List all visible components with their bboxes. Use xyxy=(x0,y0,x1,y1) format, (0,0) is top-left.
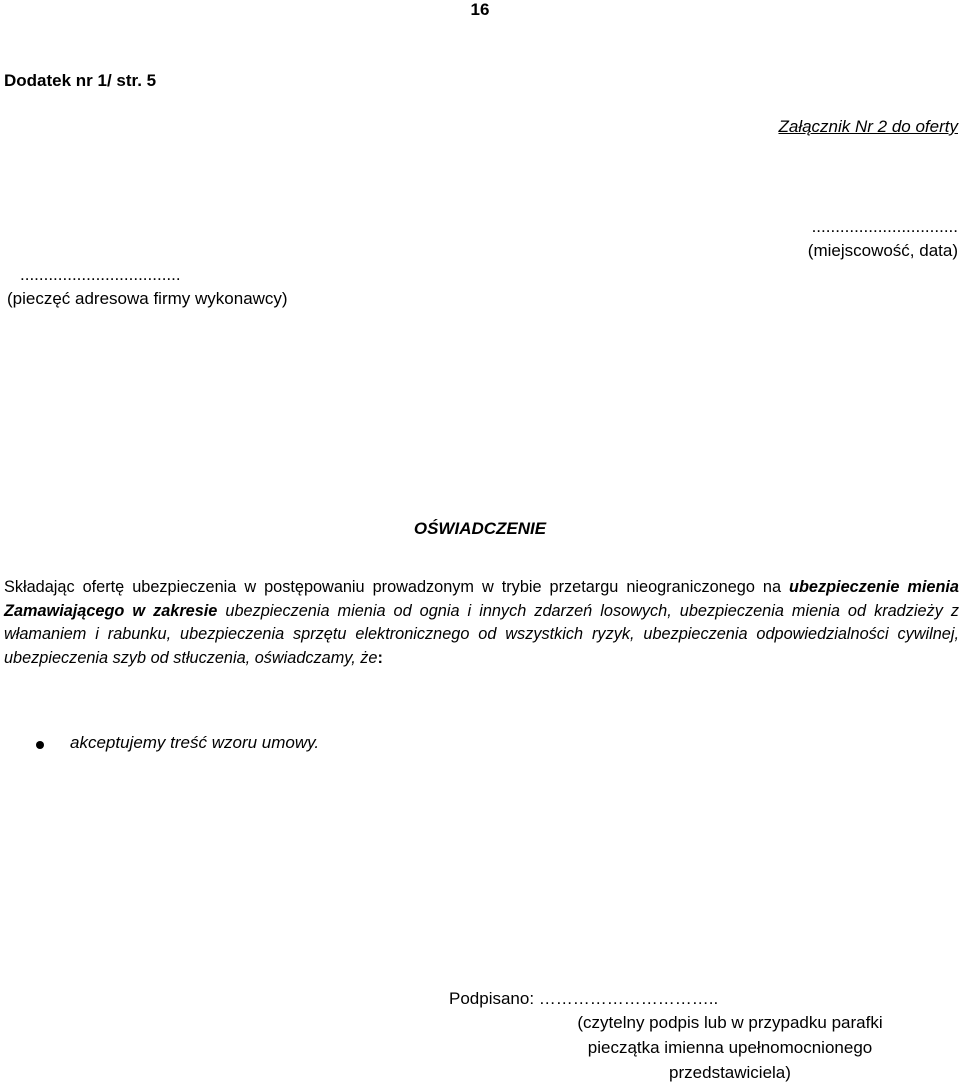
statement-scope: ubezpieczenia mienia od ognia i innych zdarzeń losowych, ubezpieczenia mienia od kradzieży z włamaniem i rabunku, ubezpieczenia sprzętu elektronicznego od wszystkich ryzyk, ubezpieczenia odpowiedzialności cywilnej, ubezpieczenia szyb od stłuczenia, oświadczamy, że xyxy=(4,601,960,667)
statement-paragraph xyxy=(4,576,959,670)
place-date-label: (miejscowość, data) xyxy=(807,241,958,260)
document-title: OŚWIADCZENIE xyxy=(413,519,547,538)
company-stamp-dotted-line: .................................. xyxy=(20,265,181,284)
page-number: 16 xyxy=(470,0,490,19)
addendum-reference: Dodatek nr 1/ str. 5 xyxy=(4,71,157,90)
signed-line: Podpisano: ………………………….. xyxy=(449,989,719,1008)
statement-subject: ubezpieczenie mienia Zamawiającego w zakresie xyxy=(4,578,959,620)
attachment-label: Załącznik Nr 2 do oferty xyxy=(778,117,958,136)
statement-colon: : xyxy=(377,648,383,667)
bullet-icon xyxy=(36,741,44,749)
bullet-item: akceptujemy treść wzoru umowy. xyxy=(70,733,320,752)
company-stamp-label: (pieczęć adresowa firmy wykonawcy) xyxy=(7,289,288,308)
statement-intro: Składając ofertę ubezpieczenia w postępowaniu prowadzonym w trybie przetargu nieograniczonego na xyxy=(4,578,790,596)
signature-note-line-3: przedstawiciela) xyxy=(669,1063,791,1082)
signature-note-line-1: (czytelny podpis lub w przypadku parafki xyxy=(577,1013,883,1032)
place-date-dotted-line: ............................... xyxy=(811,217,958,236)
signature-note-line-2: pieczątka imienna upełnomocnionego xyxy=(587,1038,873,1057)
